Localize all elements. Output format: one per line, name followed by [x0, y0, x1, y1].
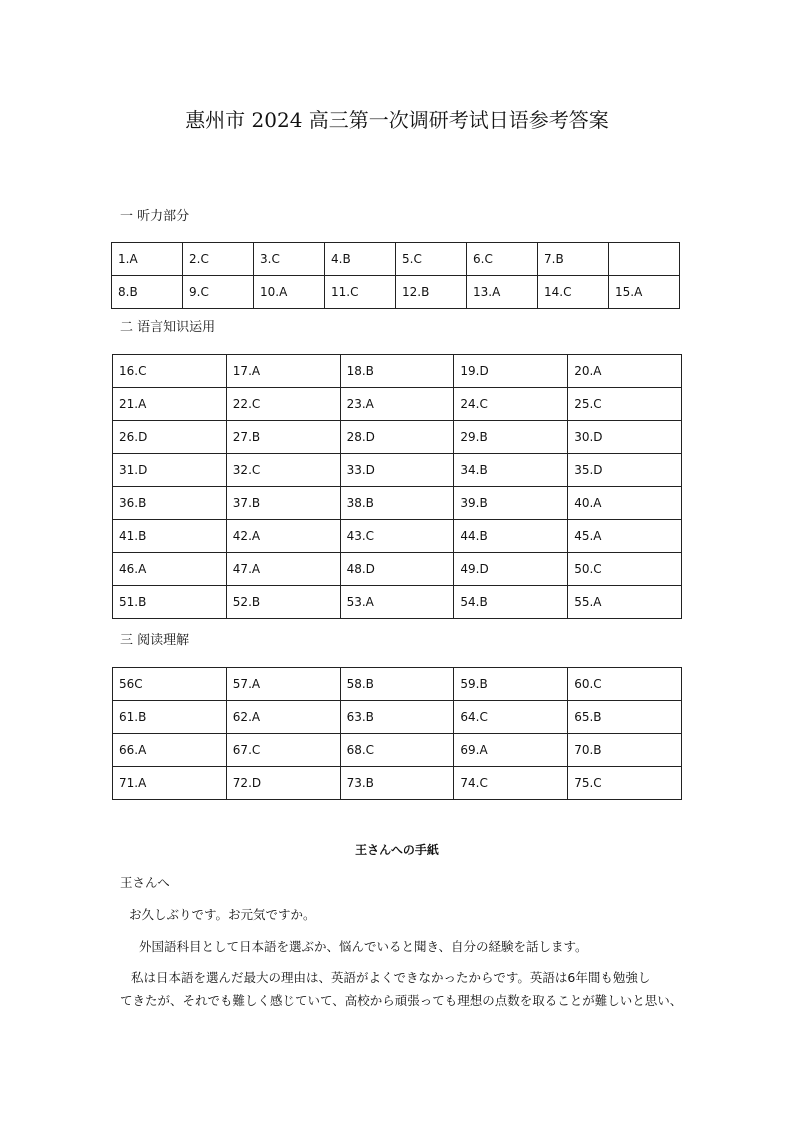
answer-cell: 5.C [396, 243, 467, 276]
section-heading-reading: 三 阅读理解 [120, 633, 190, 648]
answer-cell: 22.C [226, 388, 340, 421]
answer-cell: 57.A [226, 668, 340, 701]
answer-cell: 21.A [113, 388, 227, 421]
letter-line: お久しぶりです。お元気ですか。 [129, 907, 316, 922]
answer-cell: 3.C [254, 243, 325, 276]
answer-cell: 53.A [340, 586, 454, 619]
table-row [113, 421, 682, 454]
answer-cell: 74.C [454, 767, 568, 800]
answer-cell: 42.A [226, 520, 340, 553]
answer-cell: 18.B [340, 355, 454, 388]
answer-cell: 40.A [568, 487, 682, 520]
letter-title: 王さんへの手紙 [355, 843, 439, 857]
answer-cell: 2.C [183, 243, 254, 276]
answer-cell: 39.B [454, 487, 568, 520]
table-row [113, 668, 682, 701]
section-heading-listening: 一 听力部分 [120, 209, 190, 224]
table-row [113, 487, 682, 520]
answer-cell: 31.D [113, 454, 227, 487]
answer-cell: 12.B [396, 276, 467, 309]
answer-cell: 51.B [113, 586, 227, 619]
answer-table-reading [112, 667, 682, 800]
answer-cell: 37.B [226, 487, 340, 520]
answer-cell: 52.B [226, 586, 340, 619]
answer-cell: 29.B [454, 421, 568, 454]
answer-cell: 23.A [340, 388, 454, 421]
answer-cell: 72.D [226, 767, 340, 800]
answer-cell: 25.C [568, 388, 682, 421]
answer-cell: 10.A [254, 276, 325, 309]
answer-cell: 32.C [226, 454, 340, 487]
answer-cell: 20.A [568, 355, 682, 388]
answer-cell: 35.D [568, 454, 682, 487]
letter-salutation: 王さんへ [120, 875, 170, 890]
answer-cell: 66.A [113, 734, 227, 767]
answer-cell: 73.B [340, 767, 454, 800]
answer-cell: 28.D [340, 421, 454, 454]
answer-cell: 30.D [568, 421, 682, 454]
answer-cell: 4.B [325, 243, 396, 276]
answer-cell: 59.B [454, 668, 568, 701]
answer-cell: 24.C [454, 388, 568, 421]
answer-cell: 50.C [568, 553, 682, 586]
answer-cell [609, 243, 680, 276]
answer-cell: 49.D [454, 553, 568, 586]
answer-cell: 19.D [454, 355, 568, 388]
answer-cell: 67.C [226, 734, 340, 767]
table-row [113, 586, 682, 619]
answer-cell: 45.A [568, 520, 682, 553]
answer-cell: 34.B [454, 454, 568, 487]
answer-cell: 58.B [340, 668, 454, 701]
answer-cell: 8.B [112, 276, 183, 309]
answer-cell: 41.B [113, 520, 227, 553]
answer-cell: 44.B [454, 520, 568, 553]
letter-line: 外国語科目として日本語を選ぶか、悩んでいると聞き、自分の経験を話します。 [139, 939, 588, 954]
answer-cell: 26.D [113, 421, 227, 454]
answer-cell: 7.B [538, 243, 609, 276]
table-row [113, 734, 682, 767]
answer-cell: 62.A [226, 701, 340, 734]
answer-cell: 38.B [340, 487, 454, 520]
table-row [113, 388, 682, 421]
answer-cell: 43.C [340, 520, 454, 553]
answer-cell: 56C [113, 668, 227, 701]
answer-cell: 61.B [113, 701, 227, 734]
answer-cell: 75.C [568, 767, 682, 800]
answer-cell: 54.B [454, 586, 568, 619]
answer-cell: 14.C [538, 276, 609, 309]
answer-cell: 33.D [340, 454, 454, 487]
answer-cell: 55.A [568, 586, 682, 619]
answer-cell: 46.A [113, 553, 227, 586]
section-heading-language: 二 语言知识运用 [120, 320, 216, 335]
table-row [113, 767, 682, 800]
answer-cell: 11.C [325, 276, 396, 309]
answer-cell: 60.C [568, 668, 682, 701]
table-row [113, 454, 682, 487]
answer-cell: 65.B [568, 701, 682, 734]
answer-cell: 48.D [340, 553, 454, 586]
answer-cell: 16.C [113, 355, 227, 388]
answer-cell: 71.A [113, 767, 227, 800]
answer-cell: 1.A [112, 243, 183, 276]
answer-cell: 27.B [226, 421, 340, 454]
answer-cell: 47.A [226, 553, 340, 586]
answer-cell: 63.B [340, 701, 454, 734]
answer-cell: 70.B [568, 734, 682, 767]
page-title: 惠州市 2024 高三第一次调研考试日语参考答案 [185, 108, 609, 132]
table-row [113, 355, 682, 388]
answer-cell: 36.B [113, 487, 227, 520]
answer-cell: 9.C [183, 276, 254, 309]
table-row [112, 276, 680, 309]
answer-cell: 15.A [609, 276, 680, 309]
table-row [113, 553, 682, 586]
table-row [113, 520, 682, 553]
answer-cell: 64.C [454, 701, 568, 734]
letter-line: てきたが、それでも難しく感じていて、高校から頑張っても理想の点数を取ることが難しいと思い、 [120, 993, 683, 1008]
answer-cell: 13.A [467, 276, 538, 309]
answer-cell: 69.A [454, 734, 568, 767]
answer-cell: 68.C [340, 734, 454, 767]
table-row [112, 243, 680, 276]
answer-cell: 6.C [467, 243, 538, 276]
table-row [113, 701, 682, 734]
answer-cell: 17.A [226, 355, 340, 388]
answer-table-language [112, 354, 682, 619]
letter-line: 私は日本語を選んだ最大の理由は、英語がよくできなかったからです。英語は6年間も勉強し [131, 970, 651, 985]
answer-table-listening [111, 242, 680, 309]
